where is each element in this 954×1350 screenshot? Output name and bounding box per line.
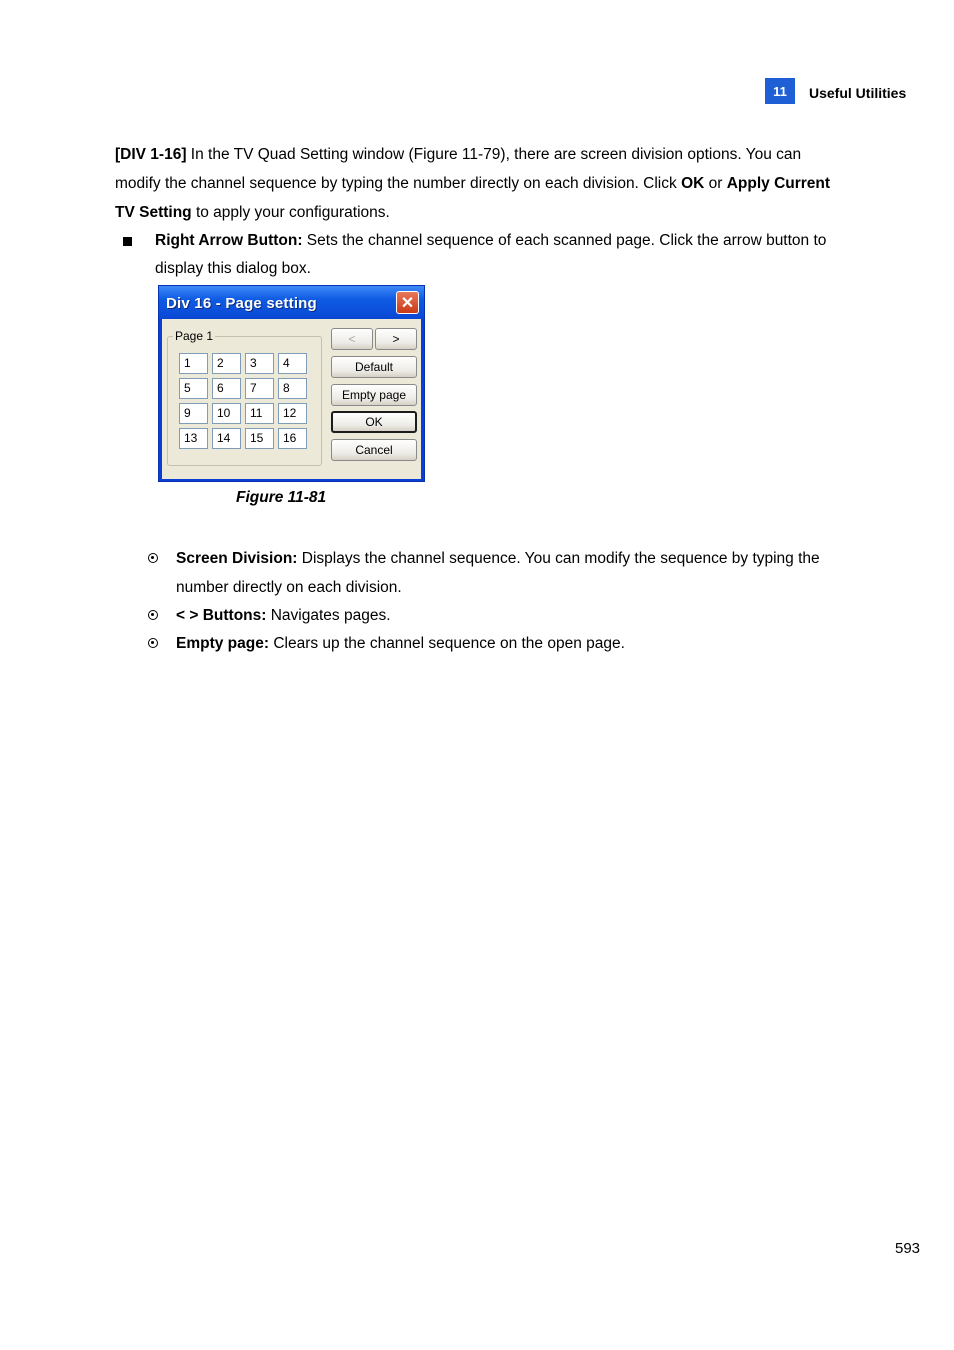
division-cell-15[interactable]: 15	[245, 428, 274, 449]
division-cell-14[interactable]: 14	[212, 428, 241, 449]
dialog-client-area	[162, 319, 421, 479]
intro-ok: OK	[681, 175, 705, 192]
division-cell-1[interactable]: 1	[179, 353, 208, 374]
list-item-text	[176, 601, 848, 630]
page-setting-dialog	[158, 285, 425, 482]
next-page-button[interactable]: >	[375, 328, 417, 350]
bullet-right-arrow	[123, 227, 843, 283]
intro-text-2: or	[704, 175, 727, 192]
bullet-description: Sets the channel sequence of each scanned page. Click the arrow button to display this dialog box.	[155, 232, 827, 277]
list-item-label: < > Buttons:	[176, 607, 267, 624]
division-cell-13[interactable]: 13	[179, 428, 208, 449]
default-button[interactable]: Default	[331, 356, 417, 378]
list-item-description: Clears up the channel sequence on the open page.	[269, 635, 625, 652]
bullet-label: Right Arrow Button:	[155, 232, 303, 249]
division-cell-11[interactable]: 11	[245, 403, 274, 424]
intro-lead: [DIV 1-16]	[115, 146, 187, 163]
division-cell-9[interactable]: 9	[179, 403, 208, 424]
circle-dot-bullet-icon	[148, 553, 158, 563]
list-item-screen-division	[148, 544, 848, 602]
list-item-description: Displays the channel sequence. You can modify the sequence by typing the number directly on each division.	[176, 550, 820, 596]
chapter-title: Useful Utilities	[809, 85, 907, 101]
circle-dot-bullet-icon	[148, 610, 158, 620]
chapter-number-badge: 11	[765, 78, 795, 104]
cancel-button[interactable]: Cancel	[331, 439, 417, 461]
prev-page-button[interactable]: <	[331, 328, 373, 350]
dialog-title: Div 16 - Page setting	[166, 295, 317, 312]
page-number: 593	[895, 1240, 921, 1257]
dialog-titlebar	[159, 286, 424, 319]
page-groupbox	[167, 336, 322, 466]
page-group-label: Page 1	[175, 329, 214, 343]
division-cell-4[interactable]: 4	[278, 353, 307, 374]
list-item-label: Empty page:	[176, 635, 270, 652]
division-cell-8[interactable]: 8	[278, 378, 307, 399]
list-item-text	[176, 629, 848, 658]
list-item-empty-page	[148, 629, 848, 658]
bullet-text	[155, 227, 843, 283]
division-cell-7[interactable]: 7	[245, 378, 274, 399]
intro-apply: Apply Current TV Setting	[115, 175, 831, 221]
figure-caption: Figure 11-81	[236, 489, 327, 506]
ok-button[interactable]: OK	[331, 411, 417, 433]
list-item-label: Screen Division:	[176, 550, 298, 567]
empty-page-button[interactable]: Empty page	[331, 384, 417, 406]
division-cell-16[interactable]: 16	[278, 428, 307, 449]
list-item-description: Navigates pages.	[266, 607, 391, 624]
list-item-text	[176, 544, 848, 602]
division-cell-3[interactable]: 3	[245, 353, 274, 374]
list-item-buttons	[148, 601, 848, 630]
intro-paragraph	[115, 140, 845, 227]
circle-dot-bullet-icon	[148, 638, 158, 648]
division-cell-5[interactable]: 5	[179, 378, 208, 399]
division-cell-10[interactable]: 10	[212, 403, 241, 424]
intro-text-1: In the TV Quad Setting window (Figure 11-79), there are screen division options. You can modify the channel sequence by typing the number directly on each division. Click	[115, 146, 802, 192]
division-cell-12[interactable]: 12	[278, 403, 307, 424]
square-bullet-icon	[123, 237, 132, 246]
intro-text-3: to apply your configurations.	[191, 204, 390, 221]
division-cell-2[interactable]: 2	[212, 353, 241, 374]
close-icon[interactable]: ✕	[396, 291, 419, 314]
division-cell-6[interactable]: 6	[212, 378, 241, 399]
